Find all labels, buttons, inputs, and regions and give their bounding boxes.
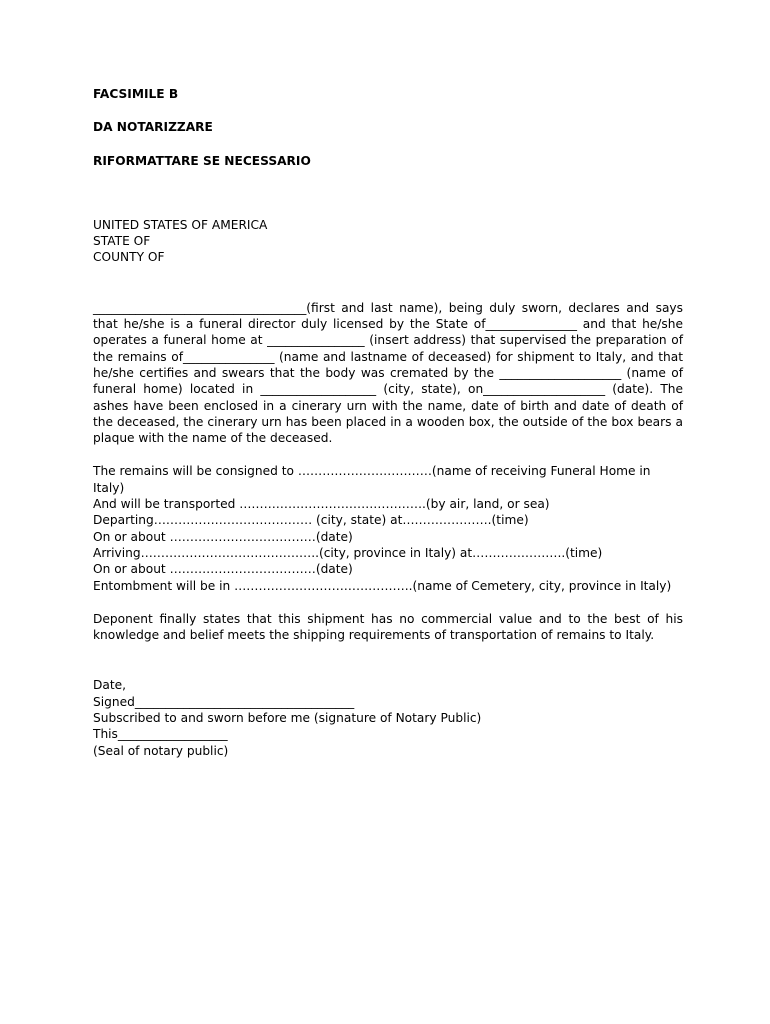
jurisdiction-country: UNITED STATES OF AMERICA bbox=[93, 217, 268, 232]
jurisdiction-state: STATE OF bbox=[93, 234, 151, 249]
entombment-line: Entombment will be in ……………………………………..(name of Cemetery, city, province in Italy) bbox=[93, 578, 672, 593]
deponent-paragraph: Deponent finally states that this shipment has no commercial value and to the best of his knowledge and belief meets the shipping requirements of transportation of remains to Italy. bbox=[93, 611, 683, 643]
signature-block bbox=[93, 677, 683, 758]
heading-reformat: RIFORMATTARE SE NECESSARIO bbox=[93, 153, 311, 168]
heading-notarize: DA NOTARIZZARE bbox=[93, 120, 213, 135]
subscribed-line: Subscribed to and sworn before me (signature of Notary Public) bbox=[93, 711, 482, 726]
arriving-line: Arriving……………………………………..(city, province in Italy) at…………………..(time) bbox=[93, 545, 603, 560]
arriving-date-line: On or about ………………………………(date) bbox=[93, 562, 353, 577]
heading-facsimile: FACSIMILE B bbox=[93, 87, 179, 101]
date-line: Date, bbox=[93, 678, 127, 693]
consigned-line: The remains will be consigned to ……………………………(name of receiving Funeral Home in Italy) bbox=[93, 464, 651, 495]
seal-line: (Seal of notary public) bbox=[93, 743, 229, 758]
transported-line: And will be transported ……………………………………….(by air, land, or sea) bbox=[93, 497, 550, 512]
departing-line: Departing………………………………… (city, state) at………………….(time) bbox=[93, 513, 529, 528]
departing-date-line: On or about ………………………………(date) bbox=[93, 529, 353, 544]
declaration-paragraph: ___________________________________(first and last name), being duly sworn, declares and says that he/she is a funeral director duly licensed by the State of_______________ and that he/she operates a funeral home at ________________ (insert address) that supervised the preparation of the remains of_______________ (name and lastname of deceased) for shipment to Italy, and that he/she certifies and swears that the body was cremated by the ____________________ (name of funeral home) located in ___________________ (city, state), on____________________ (date). The ashes have been enclosed in a cinerary urn with the name, date of birth and date of death of the deceased, the cinerary urn has been placed in a wooden box, the outside of the box bears a plaque with the name of the deceased. bbox=[93, 300, 683, 446]
jurisdiction-county: COUNTY OF bbox=[93, 250, 165, 265]
consignment-block bbox=[93, 463, 683, 593]
jurisdiction-block bbox=[93, 217, 683, 266]
document-body bbox=[93, 86, 683, 759]
signed-line: Signed____________________________________ bbox=[93, 694, 355, 709]
this-line: This__________________ bbox=[93, 727, 228, 742]
